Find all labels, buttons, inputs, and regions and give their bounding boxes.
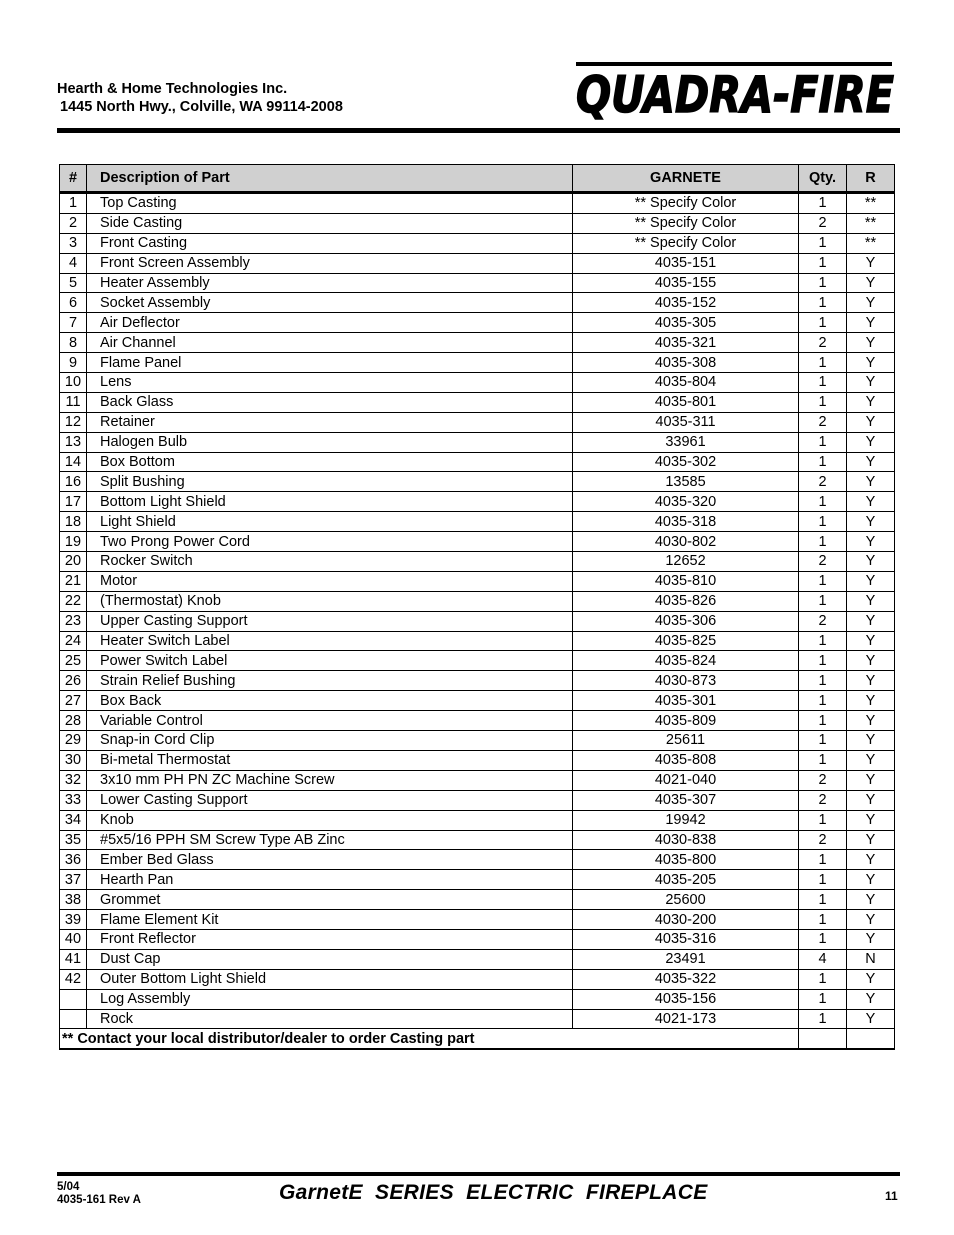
table-row	[60, 492, 895, 512]
cell-description: Outer Bottom Light Shield	[87, 969, 573, 989]
table-row	[60, 392, 895, 412]
cell-description: Retainer	[87, 412, 573, 432]
cell-number: 21	[60, 571, 87, 591]
cell-description: Ember Bed Glass	[87, 850, 573, 870]
cell-description: Front Reflector	[87, 929, 573, 949]
cell-r: Y	[847, 532, 895, 552]
cell-number: 18	[60, 512, 87, 532]
cell-r: Y	[847, 392, 895, 412]
cell-part-number: 25600	[573, 890, 799, 910]
cell-quantity: 1	[799, 452, 847, 472]
cell-quantity: 1	[799, 910, 847, 930]
logo-wordmark: QUADRA-FIRE	[576, 66, 894, 124]
table-row	[60, 691, 895, 711]
cell-part-number: 4030-838	[573, 830, 799, 850]
cell-quantity: 2	[799, 552, 847, 572]
cell-r: Y	[847, 273, 895, 293]
table-row	[60, 731, 895, 751]
cell-quantity: 1	[799, 969, 847, 989]
cell-r: Y	[847, 373, 895, 393]
cell-quantity: 1	[799, 313, 847, 333]
cell-description: Strain Relief Bushing	[87, 671, 573, 691]
cell-r: Y	[847, 731, 895, 751]
cell-r: Y	[847, 571, 895, 591]
cell-description: Flame Panel	[87, 353, 573, 373]
cell-quantity: 2	[799, 213, 847, 233]
cell-quantity: 1	[799, 193, 847, 214]
table-row	[60, 611, 895, 631]
cell-quantity: 1	[799, 1009, 847, 1029]
cell-description: #5x5/16 PPH SM Screw Type AB Zinc	[87, 830, 573, 850]
logo-top-bar	[576, 62, 892, 66]
cell-description: Bottom Light Shield	[87, 492, 573, 512]
cell-part-number: 23491	[573, 949, 799, 969]
cell-number	[60, 1009, 87, 1029]
table-row	[60, 989, 895, 1009]
cell-part-number: 4035-825	[573, 631, 799, 651]
casting-order-note: ** Contact your local distributor/dealer to order Casting part	[60, 1029, 799, 1049]
cell-description: Upper Casting Support	[87, 611, 573, 631]
cell-part-number: 13585	[573, 472, 799, 492]
table-row	[60, 870, 895, 890]
cell-number: 38	[60, 890, 87, 910]
footer-doc-number: 4035-161 Rev A	[57, 1194, 141, 1206]
cell-part-number: 4035-152	[573, 293, 799, 313]
parts-table	[59, 164, 895, 1050]
table-header-row	[60, 165, 895, 193]
cell-description: Front Casting	[87, 233, 573, 253]
cell-description: Back Glass	[87, 392, 573, 412]
table-row	[60, 631, 895, 651]
cell-part-number: 4035-316	[573, 929, 799, 949]
table-row	[60, 353, 895, 373]
table-row	[60, 432, 895, 452]
cell-r: Y	[847, 890, 895, 910]
cell-quantity: 4	[799, 949, 847, 969]
cell-r: Y	[847, 552, 895, 572]
cell-r: Y	[847, 810, 895, 830]
table-row	[60, 671, 895, 691]
cell-quantity: 1	[799, 492, 847, 512]
table-row	[60, 412, 895, 432]
table-row	[60, 193, 895, 214]
cell-part-number: 33961	[573, 432, 799, 452]
cell-r: Y	[847, 631, 895, 651]
quadra-fire-logo-graphic	[570, 62, 900, 124]
cell-part-number: 4021-173	[573, 1009, 799, 1029]
cell-quantity: 1	[799, 432, 847, 452]
table-row	[60, 213, 895, 233]
cell-part-number: ** Specify Color	[573, 233, 799, 253]
cell-number: 22	[60, 591, 87, 611]
cell-r: **	[847, 233, 895, 253]
cell-number: 42	[60, 969, 87, 989]
table-row	[60, 273, 895, 293]
table-row	[60, 850, 895, 870]
cell-number: 29	[60, 731, 87, 751]
cell-quantity: 1	[799, 392, 847, 412]
cell-number: 23	[60, 611, 87, 631]
cell-quantity: 1	[799, 870, 847, 890]
cell-description: Air Channel	[87, 333, 573, 353]
cell-quantity: 1	[799, 353, 847, 373]
cell-quantity: 1	[799, 711, 847, 731]
cell-number: 26	[60, 671, 87, 691]
cell-description: Box Back	[87, 691, 573, 711]
cell-quantity: 1	[799, 929, 847, 949]
cell-part-number: 4035-311	[573, 412, 799, 432]
cell-number: 1	[60, 193, 87, 214]
cell-part-number: 4035-301	[573, 691, 799, 711]
cell-quantity: 1	[799, 691, 847, 711]
cell-part-number: 4021-040	[573, 770, 799, 790]
cell-number: 35	[60, 830, 87, 850]
table-row	[60, 810, 895, 830]
cell-number: 11	[60, 392, 87, 412]
cell-part-number: 4035-155	[573, 273, 799, 293]
cell-part-number: 4035-826	[573, 591, 799, 611]
cell-quantity: 1	[799, 273, 847, 293]
cell-r: Y	[847, 850, 895, 870]
cell-description: Light Shield	[87, 512, 573, 532]
table-row	[60, 969, 895, 989]
cell-r: Y	[847, 353, 895, 373]
company-address: 1445 North Hwy., Colville, WA 99114-2008	[60, 99, 343, 115]
cell-number: 25	[60, 651, 87, 671]
cell-r: Y	[847, 472, 895, 492]
cell-r: Y	[847, 611, 895, 631]
cell-description: Knob	[87, 810, 573, 830]
cell-r: Y	[847, 432, 895, 452]
footer-title: GarnetE SERIES ELECTRIC FIREPLACE	[279, 1181, 708, 1204]
cell-quantity: 1	[799, 850, 847, 870]
cell-r: Y	[847, 750, 895, 770]
cell-quantity: 2	[799, 830, 847, 850]
note-row	[60, 1029, 895, 1049]
table-row	[60, 333, 895, 353]
note-qty-empty	[799, 1029, 847, 1049]
cell-quantity: 1	[799, 253, 847, 273]
table-row	[60, 472, 895, 492]
cell-r: Y	[847, 989, 895, 1009]
cell-part-number: 4035-804	[573, 373, 799, 393]
cell-r: **	[847, 193, 895, 214]
cell-description: Box Bottom	[87, 452, 573, 472]
cell-r: Y	[847, 711, 895, 731]
cell-quantity: 2	[799, 412, 847, 432]
cell-number	[60, 989, 87, 1009]
cell-quantity: 1	[799, 512, 847, 532]
table-row	[60, 233, 895, 253]
table-row	[60, 790, 895, 810]
cell-part-number: 4035-801	[573, 392, 799, 412]
header-rule	[57, 128, 900, 133]
cell-part-number: 4030-802	[573, 532, 799, 552]
cell-description: Side Casting	[87, 213, 573, 233]
cell-part-number: 4030-200	[573, 910, 799, 930]
cell-quantity: 2	[799, 333, 847, 353]
cell-number: 6	[60, 293, 87, 313]
cell-r: N	[847, 949, 895, 969]
cell-r: Y	[847, 512, 895, 532]
cell-part-number: 4035-156	[573, 989, 799, 1009]
cell-quantity: 1	[799, 532, 847, 552]
cell-number: 5	[60, 273, 87, 293]
col-header-qty: Qty.	[799, 165, 847, 193]
footer-doc-info	[57, 1181, 141, 1207]
cell-description: Log Assembly	[87, 989, 573, 1009]
cell-number: 36	[60, 850, 87, 870]
page-number: 11	[885, 1189, 898, 1203]
cell-quantity: 1	[799, 989, 847, 1009]
cell-part-number: 12652	[573, 552, 799, 572]
table-row	[60, 253, 895, 273]
table-row	[60, 293, 895, 313]
cell-quantity: 1	[799, 571, 847, 591]
cell-number: 4	[60, 253, 87, 273]
cell-r: Y	[847, 253, 895, 273]
table-row	[60, 313, 895, 333]
cell-description: (Thermostat) Knob	[87, 591, 573, 611]
cell-number: 33	[60, 790, 87, 810]
cell-description: Two Prong Power Cord	[87, 532, 573, 552]
cell-r: Y	[847, 293, 895, 313]
cell-number: 10	[60, 373, 87, 393]
cell-quantity: 1	[799, 293, 847, 313]
footer-date: 5/04	[57, 1181, 80, 1193]
table-row	[60, 949, 895, 969]
cell-quantity: 1	[799, 731, 847, 751]
cell-part-number: 4035-808	[573, 750, 799, 770]
cell-number: 27	[60, 691, 87, 711]
table-row	[60, 830, 895, 850]
cell-description: Rocker Switch	[87, 552, 573, 572]
col-header-model: GARNETE	[573, 165, 799, 193]
table-row	[60, 770, 895, 790]
cell-r: Y	[847, 790, 895, 810]
cell-part-number: 4035-320	[573, 492, 799, 512]
cell-r: Y	[847, 492, 895, 512]
cell-part-number: 4035-306	[573, 611, 799, 631]
cell-r: **	[847, 213, 895, 233]
cell-number: 19	[60, 532, 87, 552]
cell-part-number: 4035-151	[573, 253, 799, 273]
cell-description: Socket Assembly	[87, 293, 573, 313]
cell-description: Variable Control	[87, 711, 573, 731]
cell-number: 12	[60, 412, 87, 432]
table-row	[60, 890, 895, 910]
cell-r: Y	[847, 830, 895, 850]
cell-number: 13	[60, 432, 87, 452]
cell-r: Y	[847, 452, 895, 472]
table-row	[60, 910, 895, 930]
table-row	[60, 1009, 895, 1029]
cell-description: Heater Assembly	[87, 273, 573, 293]
cell-r: Y	[847, 1009, 895, 1029]
cell-part-number: 4035-308	[573, 353, 799, 373]
cell-description: Halogen Bulb	[87, 432, 573, 452]
company-info	[57, 80, 343, 116]
cell-part-number: 19942	[573, 810, 799, 830]
cell-number: 14	[60, 452, 87, 472]
cell-description: Hearth Pan	[87, 870, 573, 890]
cell-quantity: 1	[799, 373, 847, 393]
cell-part-number: 4035-824	[573, 651, 799, 671]
cell-quantity: 2	[799, 770, 847, 790]
cell-number: 3	[60, 233, 87, 253]
cell-quantity: 2	[799, 472, 847, 492]
company-name: Hearth & Home Technologies Inc.	[57, 81, 288, 97]
cell-quantity: 1	[799, 233, 847, 253]
cell-number: 2	[60, 213, 87, 233]
cell-quantity: 1	[799, 631, 847, 651]
note-r-empty	[847, 1029, 895, 1049]
table-row	[60, 929, 895, 949]
cell-number: 16	[60, 472, 87, 492]
table-row	[60, 373, 895, 393]
cell-number: 20	[60, 552, 87, 572]
cell-part-number: 4035-302	[573, 452, 799, 472]
cell-description: Snap-in Cord Clip	[87, 731, 573, 751]
table-row	[60, 591, 895, 611]
cell-r: Y	[847, 591, 895, 611]
cell-part-number: 4035-318	[573, 512, 799, 532]
cell-part-number: 4035-321	[573, 333, 799, 353]
cell-part-number: 4035-305	[573, 313, 799, 333]
cell-r: Y	[847, 333, 895, 353]
cell-part-number: 4030-873	[573, 671, 799, 691]
table-row	[60, 571, 895, 591]
cell-quantity: 1	[799, 750, 847, 770]
col-header-description: Description of Part	[87, 165, 573, 193]
cell-part-number: ** Specify Color	[573, 193, 799, 214]
cell-description: Top Casting	[87, 193, 573, 214]
cell-description: Motor	[87, 571, 573, 591]
cell-number: 9	[60, 353, 87, 373]
cell-number: 37	[60, 870, 87, 890]
cell-number: 32	[60, 770, 87, 790]
table-row	[60, 711, 895, 731]
cell-quantity: 1	[799, 671, 847, 691]
cell-r: Y	[847, 412, 895, 432]
cell-r: Y	[847, 870, 895, 890]
cell-number: 28	[60, 711, 87, 731]
cell-quantity: 1	[799, 810, 847, 830]
cell-description: Lower Casting Support	[87, 790, 573, 810]
cell-r: Y	[847, 691, 895, 711]
table-row	[60, 750, 895, 770]
cell-quantity: 2	[799, 611, 847, 631]
col-header-r: R	[847, 165, 895, 193]
cell-number: 39	[60, 910, 87, 930]
table-row	[60, 452, 895, 472]
cell-description: 3x10 mm PH PN ZC Machine Screw	[87, 770, 573, 790]
cell-r: Y	[847, 929, 895, 949]
cell-description: Air Deflector	[87, 313, 573, 333]
cell-description: Power Switch Label	[87, 651, 573, 671]
cell-number: 40	[60, 929, 87, 949]
cell-number: 8	[60, 333, 87, 353]
cell-quantity: 1	[799, 651, 847, 671]
cell-part-number: ** Specify Color	[573, 213, 799, 233]
table-row	[60, 512, 895, 532]
cell-description: Lens	[87, 373, 573, 393]
cell-r: Y	[847, 969, 895, 989]
cell-quantity: 1	[799, 890, 847, 910]
cell-description: Heater Switch Label	[87, 631, 573, 651]
cell-part-number: 4035-800	[573, 850, 799, 870]
cell-number: 30	[60, 750, 87, 770]
cell-part-number: 4035-810	[573, 571, 799, 591]
cell-description: Flame Element Kit	[87, 910, 573, 930]
cell-description: Bi-metal Thermostat	[87, 750, 573, 770]
cell-r: Y	[847, 770, 895, 790]
cell-r: Y	[847, 910, 895, 930]
cell-description: Dust Cap	[87, 949, 573, 969]
cell-description: Split Bushing	[87, 472, 573, 492]
cell-part-number: 4035-809	[573, 711, 799, 731]
cell-description: Front Screen Assembly	[87, 253, 573, 273]
cell-r: Y	[847, 313, 895, 333]
quadra-fire-logo	[570, 62, 900, 124]
cell-number: 17	[60, 492, 87, 512]
cell-description: Grommet	[87, 890, 573, 910]
table-row	[60, 651, 895, 671]
cell-part-number: 4035-307	[573, 790, 799, 810]
cell-description: Rock	[87, 1009, 573, 1029]
col-header-number: #	[60, 165, 87, 193]
cell-r: Y	[847, 651, 895, 671]
parts-table-body	[60, 193, 895, 1050]
cell-part-number: 4035-322	[573, 969, 799, 989]
table-row	[60, 532, 895, 552]
cell-quantity: 2	[799, 790, 847, 810]
cell-number: 24	[60, 631, 87, 651]
cell-part-number: 25611	[573, 731, 799, 751]
cell-number: 41	[60, 949, 87, 969]
cell-quantity: 1	[799, 591, 847, 611]
footer-rule	[57, 1172, 900, 1176]
table-row	[60, 552, 895, 572]
cell-r: Y	[847, 671, 895, 691]
cell-number: 7	[60, 313, 87, 333]
cell-number: 34	[60, 810, 87, 830]
cell-part-number: 4035-205	[573, 870, 799, 890]
